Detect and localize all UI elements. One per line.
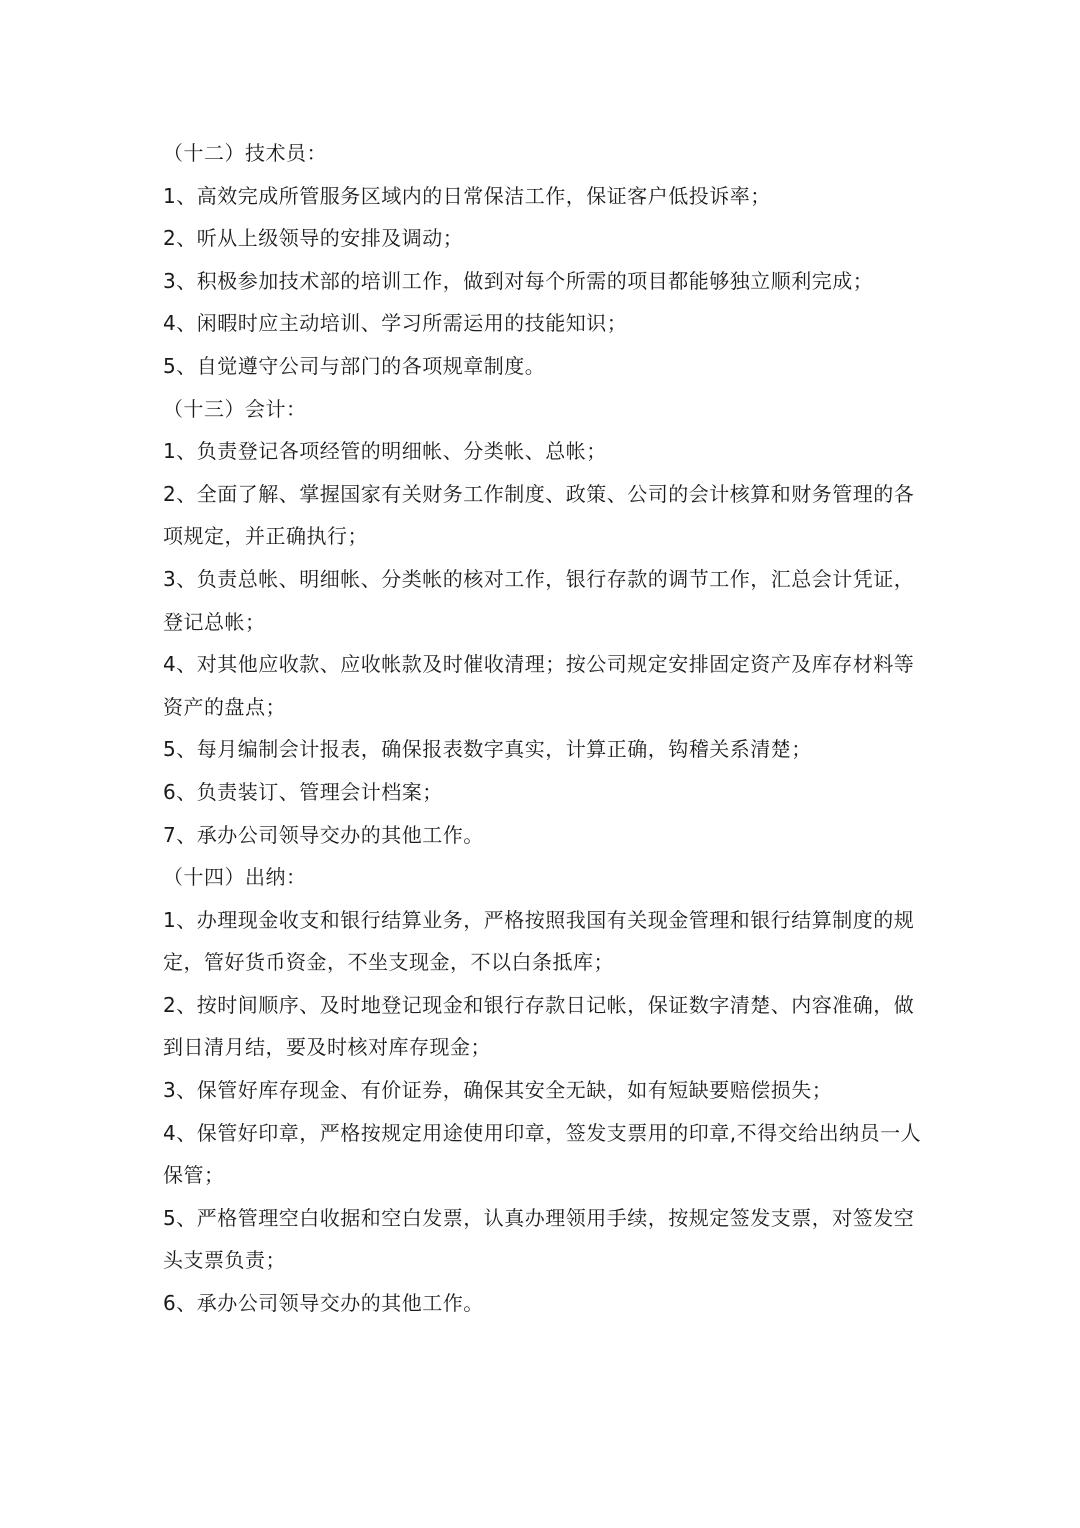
list-item: 6、负责装订、管理会计档案； [163,779,443,804]
document-body [163,132,923,1325]
list-item: 2、全面了解、掌握国家有关财务工作制度、政策、公司的会计核算和财务管理的各项规定，并正确执行； [163,481,915,549]
section-cashier [163,856,923,1325]
list-item: 1、负责登记各项经管的明细帐、分类帐、总帐； [163,439,607,464]
list-item: 5、自觉遵守公司与部门的各项规章制度。 [163,353,546,378]
list-item: 3、保管好库存现金、有价证券，确保其安全无缺，如有短缺要赔偿损失； [163,1078,833,1103]
list-item: 3、积极参加技术部的培训工作，做到对每个所需的项目都能够独立顺利完成； [163,268,874,293]
section-technician [163,132,923,388]
list-item: 1、办理现金收支和银行结算业务，严格按照我国有关现金管理和银行结算制度的规定，管好货币资金，不坐支现金，不以白条抵库； [163,907,915,975]
list-item: 4、保管好印章，严格按规定用途使用印章，签发支票用的印章,不得交给出纳员一人保管； [163,1120,922,1188]
list-item: 5、每月编制会计报表，确保报表数字真实，计算正确，钩稽关系清楚； [163,737,812,762]
section-heading: （十四）出纳： [163,865,307,890]
list-item: 2、听从上级领导的安排及调动； [163,226,464,251]
section-heading: （十三）会计： [163,396,307,421]
list-item: 2、按时间顺序、及时地登记现金和银行存款日记帐，保证数字清楚、内容准确，做到日清月结，要及时核对库存现金； [163,992,915,1060]
list-item: 6、承办公司领导交办的其他工作。 [163,1291,484,1316]
list-item: 5、严格管理空白收据和空白发票，认真办理领用手续，按规定签发支票，对签发空头支票负责； [163,1205,915,1273]
section-heading: （十二）技术员： [163,141,327,165]
list-item: 7、承办公司领导交办的其他工作。 [163,822,484,847]
section-accountant [163,388,923,857]
list-item: 4、对其他应收款、应收帐款及时催收清理；按公司规定安排固定资产及库存材料等资产的盘点； [163,652,915,719]
list-item: 3、负责总帐、明细帐、分类帐的核对工作，银行存款的调节工作，汇总会计凭证，登记总帐； [163,566,915,634]
list-item: 4、闲暇时应主动培训、学习所需运用的技能知识； [163,311,628,336]
list-item: 1、高效完成所管服务区域内的日常保洁工作，保证客户低投诉率； [163,183,771,208]
